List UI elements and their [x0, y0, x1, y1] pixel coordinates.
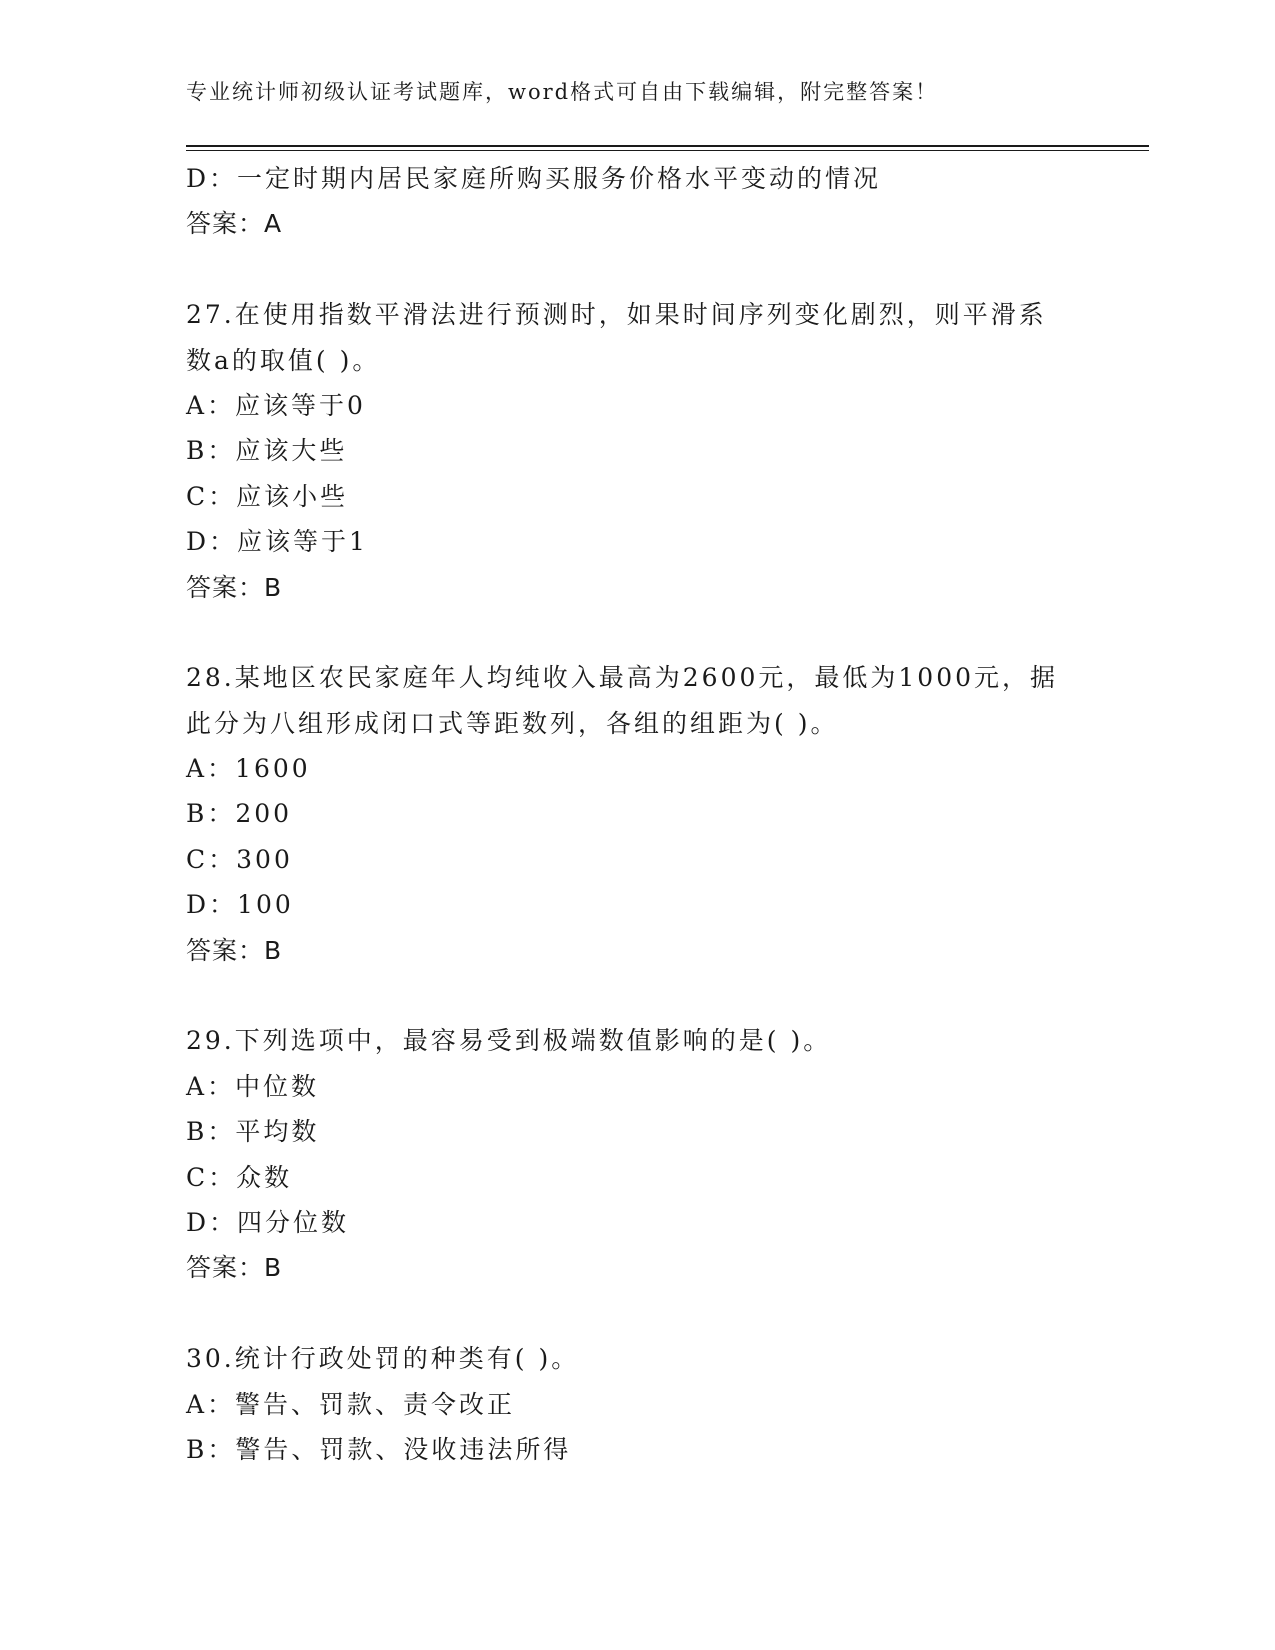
option-b: B：200 [186, 799, 293, 829]
option-a: A：中位数 [186, 1071, 320, 1101]
option-a: A：警告、罚款、责令改正 [186, 1389, 516, 1419]
header-rule-thin [186, 150, 1149, 151]
question-27 [186, 292, 1086, 610]
option-d: D：一定时期内居民家庭所购买服务价格水平变动的情况 [186, 164, 882, 193]
answer: 答案：B [186, 572, 283, 602]
option-c: C：应该小些 [186, 481, 349, 511]
question-text-cont: 此分为八组形成闭口式等距数列，各组的组距为( )。 [186, 708, 839, 738]
question-text-cont: 数a的取值( )。 [186, 345, 381, 375]
option-d: D：四分位数 [186, 1207, 350, 1237]
question-text: 29.下列选项中，最容易受到极端数值影响的是( )。 [186, 1026, 832, 1056]
question-29 [186, 1018, 1086, 1290]
option-b: B：警告、罚款、没收违法所得 [186, 1434, 572, 1464]
question-28 [186, 655, 1086, 973]
answer: 答案：A [186, 209, 283, 239]
option-c: C：众数 [186, 1162, 293, 1192]
option-a: A：应该等于0 [186, 390, 366, 420]
page-header: 专业统计师初级认证考试题库，word格式可自由下载编辑，附完整答案！ [186, 80, 939, 104]
option-d: D：100 [186, 890, 294, 920]
question-text: 28.某地区农民家庭年人均纯收入最高为2600元，最低为1000元，据 [186, 663, 1059, 693]
option-b: B：应该大些 [186, 436, 348, 466]
question-text: 27.在使用指数平滑法进行预测时，如果时间序列变化剧烈，则平滑系 [186, 300, 1047, 330]
answer: 答案：B [186, 1253, 283, 1283]
header-rule-thick [186, 145, 1149, 147]
question-30 [186, 1336, 1086, 1472]
answer: 答案：B [186, 935, 283, 965]
option-b: B：平均数 [186, 1117, 320, 1147]
option-c: C：300 [186, 844, 293, 874]
question-text: 30.统计行政处罚的种类有( )。 [186, 1344, 580, 1374]
option-d: D：应该等于1 [186, 527, 368, 557]
option-a: A：1600 [186, 754, 311, 784]
document-body [186, 156, 1086, 1472]
